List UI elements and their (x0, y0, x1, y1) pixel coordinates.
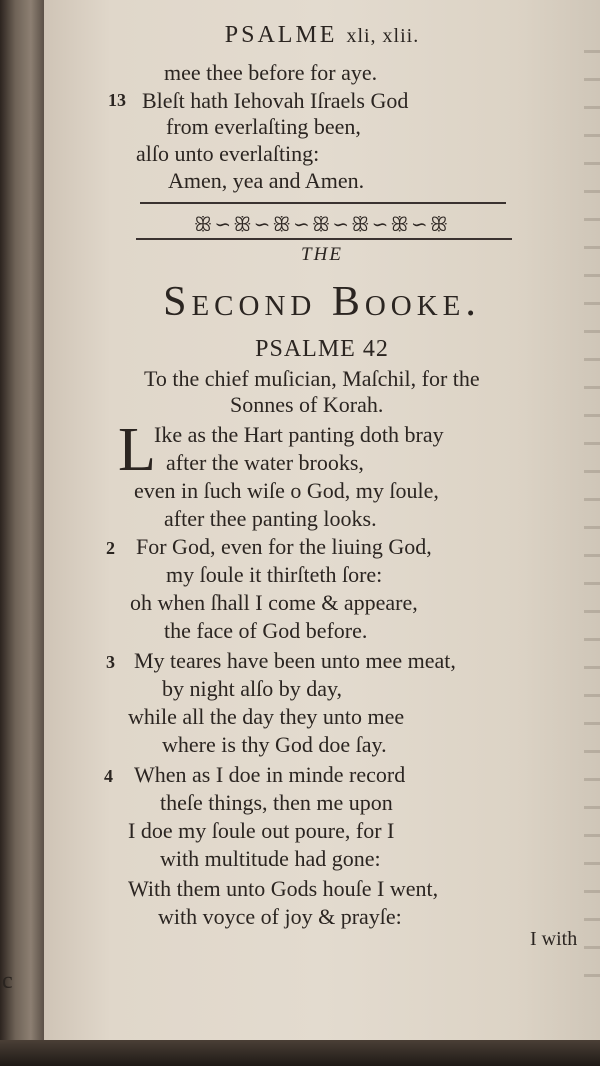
psalm42-line: the face of God before. (164, 618, 368, 643)
psalm42-line: theſe things, then me upon (160, 790, 393, 815)
superscription-line: To the chief muſician, Maſchil, for the (144, 366, 480, 391)
verse-number: 13 (108, 90, 126, 110)
the-label: THE (301, 244, 343, 265)
ornament-band: ꕥ∽ꕥ∽ꕥ∽ꕥ∽ꕥ∽ꕥ∽ꕥ (193, 214, 451, 236)
psalm42-line: oh when ſhall I come & appeare, (130, 590, 418, 615)
rule-bottom (136, 238, 512, 240)
psalm42-line: When as I doe in minde record (134, 762, 406, 787)
psalm42-line: after the water brooks, (166, 450, 364, 475)
running-head-numbers: xli, xlii. (346, 25, 420, 47)
running-head (44, 22, 600, 49)
psalm42-line: while all the day they unto mee (128, 704, 405, 729)
psalm42-line: my ſoule it thirſteth ſore: (166, 562, 383, 587)
psalm42-line: I doe my ſoule out poure, for I (128, 818, 395, 843)
psalm41-line: from everlaſting been, (166, 114, 361, 139)
psalm42-line: with voyce of joy & prayſe: (158, 904, 402, 929)
drop-cap: L (118, 416, 156, 484)
facing-page-fragment: c (2, 968, 13, 994)
show-through-text (584, 50, 600, 990)
book-page (44, 0, 600, 1040)
psalm42-line: even in ſuch wiſe o God, my ſoule, (134, 478, 439, 503)
psalm41-line: Bleſt hath Iehovah Iſraels God (142, 88, 409, 113)
psalm42-line: With them unto Gods houſe I went, (128, 876, 439, 901)
verse-number: 3 (106, 652, 115, 672)
psalm41-line: mee thee before for aye. (164, 60, 378, 85)
psalm42-line: where is thy God doe ſay. (162, 732, 387, 757)
verse-number: 2 (106, 538, 115, 558)
psalm41-line: alſo unto everlaſting: (136, 141, 320, 166)
page-bottom-edge (0, 1040, 600, 1066)
book-gutter (0, 0, 44, 1066)
verse-number: 4 (104, 766, 113, 786)
rule-top (140, 202, 506, 204)
psalm-heading: PSALME 42 (255, 336, 389, 362)
catchword: I with (530, 928, 578, 950)
psalm41-line: Amen, yea and Amen. (168, 168, 365, 193)
book-title: Second Booke. (163, 279, 481, 325)
psalm42-line: My teares have been unto mee meat, (134, 648, 456, 673)
psalm42-line: with multitude had gone: (160, 846, 381, 871)
superscription-line: Sonnes of Korah. (230, 392, 384, 417)
psalm42-line: For God, even for the liuing God, (136, 534, 432, 559)
psalm42-line: by night alſo by day, (162, 676, 343, 701)
running-head-title: PSALME (224, 22, 338, 48)
psalm42-line: Ike as the Hart panting doth bray (154, 422, 444, 447)
psalm42-line: after thee panting looks. (164, 506, 377, 531)
